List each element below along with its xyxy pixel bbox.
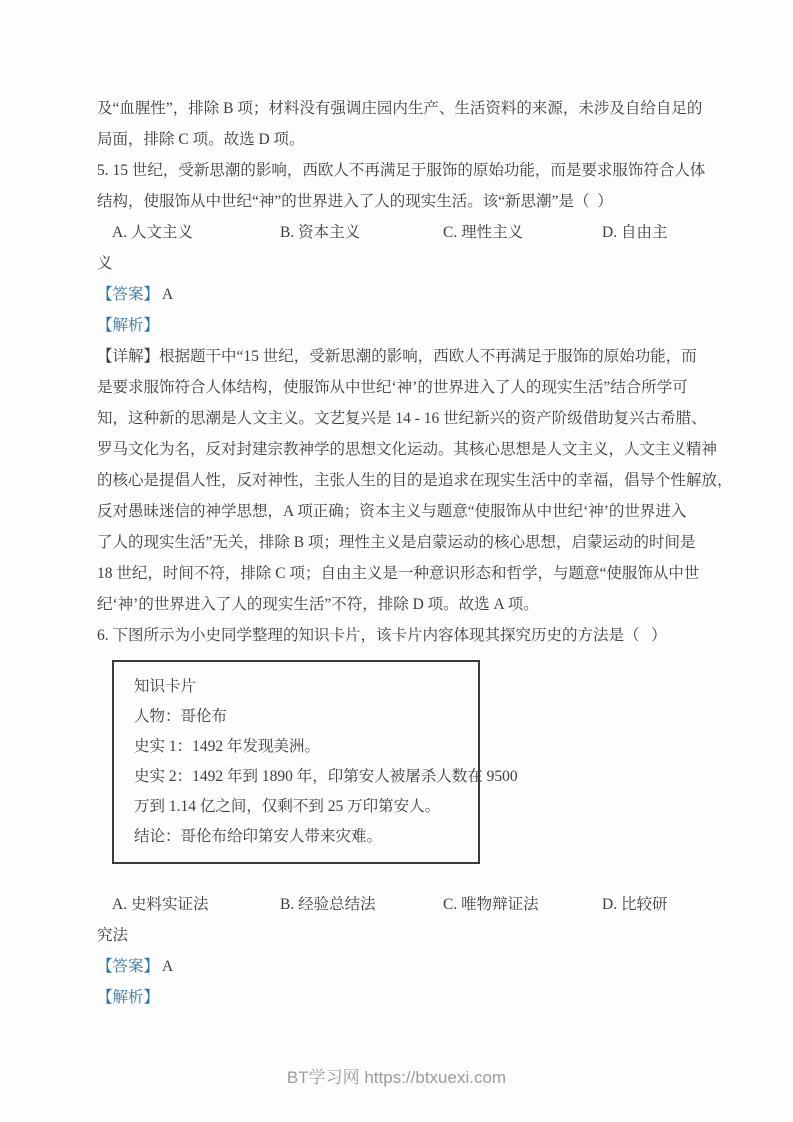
q6-stem-line: 6. 下图所示为小史同学整理的知识卡片，该卡片内容体现其探究历史的方法是（ ） [97,627,667,644]
q5-answer-value: A [162,286,174,303]
q5-option-c: C. 理性主义 [443,224,524,241]
q6-analysis-line [97,982,715,1013]
q5-option-d-wrap: 义 [97,255,113,272]
answer-label: 【答案】 [97,958,160,975]
q6-option-d-wrap: 究法 [97,927,129,944]
card-conclusion-line: 结论：哥伦布给印第安人带来灾难。 [134,828,383,845]
q5-option-a: A. 人文主义 [112,224,193,241]
q5-stem-line: 5. 15 世纪，受新思潮的影响，西欧人不再满足于服饰的原始功能，而是要求服饰符合人体 [97,162,706,179]
q5-answer-line [97,279,715,310]
prev-answer-tail-line: 及“血腥性”，排除 B 项；材料没有强调庄园内生产、生活资料的来源，未涉及自给自足的 [97,100,703,117]
card-person-line: 人物：哥伦布 [134,708,228,725]
analysis-label: 【解析】 [97,317,160,334]
q5-detail-line: 反对愚昧迷信的神学思想，A 项正确；资本主义与题意“使服饰从中世纪‘神’的世界进入 [97,503,687,520]
document-content [97,93,733,1013]
answer-label: 【答案】 [97,286,160,303]
card-title: 知识卡片 [134,678,197,695]
q5-analysis-line [97,310,715,341]
q5-option-b: B. 资本主义 [280,224,361,241]
q6-options-row [97,889,715,920]
q5-stem-line: 结构，使服饰从中世纪“神”的世界进入了人的现实生活。该“新思潮”是（ ） [97,193,613,210]
q5-detail-line: 了人的现实生活”无关，排除 B 项；理性主义是启蒙运动的核心思想，启蒙运动的时间是 [97,534,696,551]
q6-option-d: D. 比较研 [602,896,668,913]
q5-detail-line: 是要求服饰符合人体结构，使服饰从中世纪‘神’的世界进入了人的现实生活”结合所学可 [97,379,688,396]
q5-detail-line: 罗马文化为名，反对封建宗教神学的思想文化运动。其核心思想是人文主义，人文主义精神 [97,441,718,458]
card-fact2-wrap-line: 万到 1.14 亿之间，仅剩不到 25 万印第安人。 [134,798,441,815]
watermark-footer: BT学习网 https://btxuexi.com [286,1068,507,1087]
prev-answer-tail-line: 局面，排除 C 项。故选 D 项。 [97,131,305,148]
card-fact2-line: 史实 2：1492 年到 1890 年，印第安人被屠杀人数在 9500 [134,768,518,785]
q6-option-a: A. 史料实证法 [112,896,209,913]
q5-options-row [97,217,715,248]
q5-option-d: D. 自由主 [602,224,668,241]
q5-detail-line: 的核心是提倡人性，反对神性，主张人生的目的是追求在现实生活中的幸福，倡导个性解放， [97,472,733,489]
card-fact1-line: 史实 1：1492 年发现美洲。 [134,738,321,755]
q5-detail-line: 知，这种新的思潮是人文主义。文艺复兴是 14 - 16 世纪新兴的资产阶级借助复兴古希腊、 [97,410,707,427]
q5-detail-line: 18 世纪，时间不符，排除 C 项；自由主义是一种意识形态和哲学，与题意“使服饰从中世 [97,565,700,582]
q6-option-c: C. 唯物辩证法 [443,896,539,913]
q6-answer-value: A [162,958,174,975]
analysis-label: 【解析】 [97,989,160,1006]
q5-detail-line: 【详解】根据题干中“15 世纪，受新思潮的影响，西欧人不再满足于服饰的原始功能，而 [97,348,697,365]
q6-answer-line [97,951,715,982]
q6-option-b: B. 经验总结法 [280,896,376,913]
knowledge-card [112,660,518,864]
q5-detail-line: 纪‘神’的世界进入了人的现实生活”不符，排除 D 项。故选 A 项。 [97,596,539,613]
